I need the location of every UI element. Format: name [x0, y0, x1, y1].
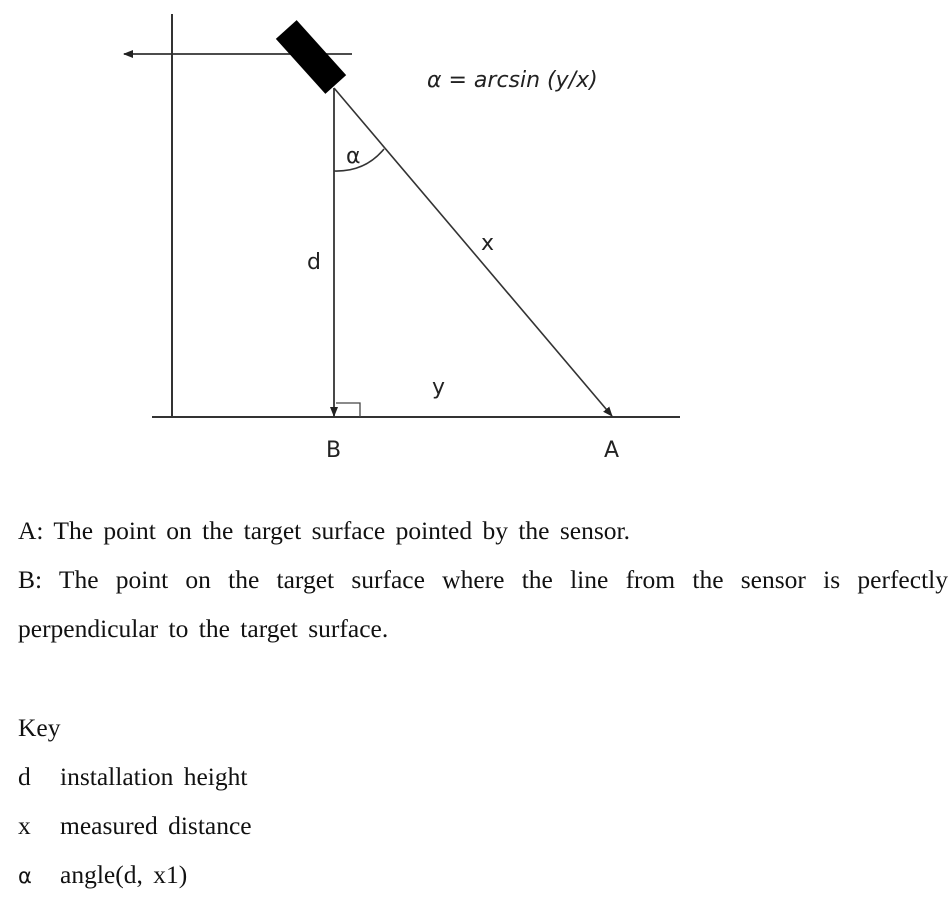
alpha-label: α — [346, 144, 361, 169]
definition-b: B: The point on the target surface where the line from the sensor is perfectly perpendicular to the target surface. — [18, 565, 948, 643]
key-symbol: d — [18, 762, 31, 791]
y-label: y — [432, 375, 446, 400]
point-a-label: A — [604, 438, 620, 463]
key-heading: Key — [18, 713, 61, 742]
right-angle-marker — [336, 403, 360, 417]
d-label: d — [307, 250, 321, 275]
key-description: installation height — [60, 762, 248, 791]
key-item-alpha — [18, 850, 948, 901]
key-section — [18, 703, 948, 901]
key-item-x — [18, 801, 948, 850]
formula-label: α = arcsin (y/x) — [427, 68, 598, 93]
key-item-d — [18, 752, 948, 801]
sensor-block — [276, 20, 346, 94]
key-symbol: x — [18, 811, 31, 840]
key-description: measured distance — [60, 811, 252, 840]
definition-a: A: The point on the target surface pointed by the sensor. — [18, 516, 630, 545]
point-b-label: B — [326, 438, 342, 463]
key-description: angle(d, x1) — [60, 860, 188, 889]
distance-line-x — [334, 88, 612, 416]
x-label: x — [481, 231, 495, 256]
key-symbol: α — [18, 864, 32, 888]
definitions — [18, 506, 948, 653]
